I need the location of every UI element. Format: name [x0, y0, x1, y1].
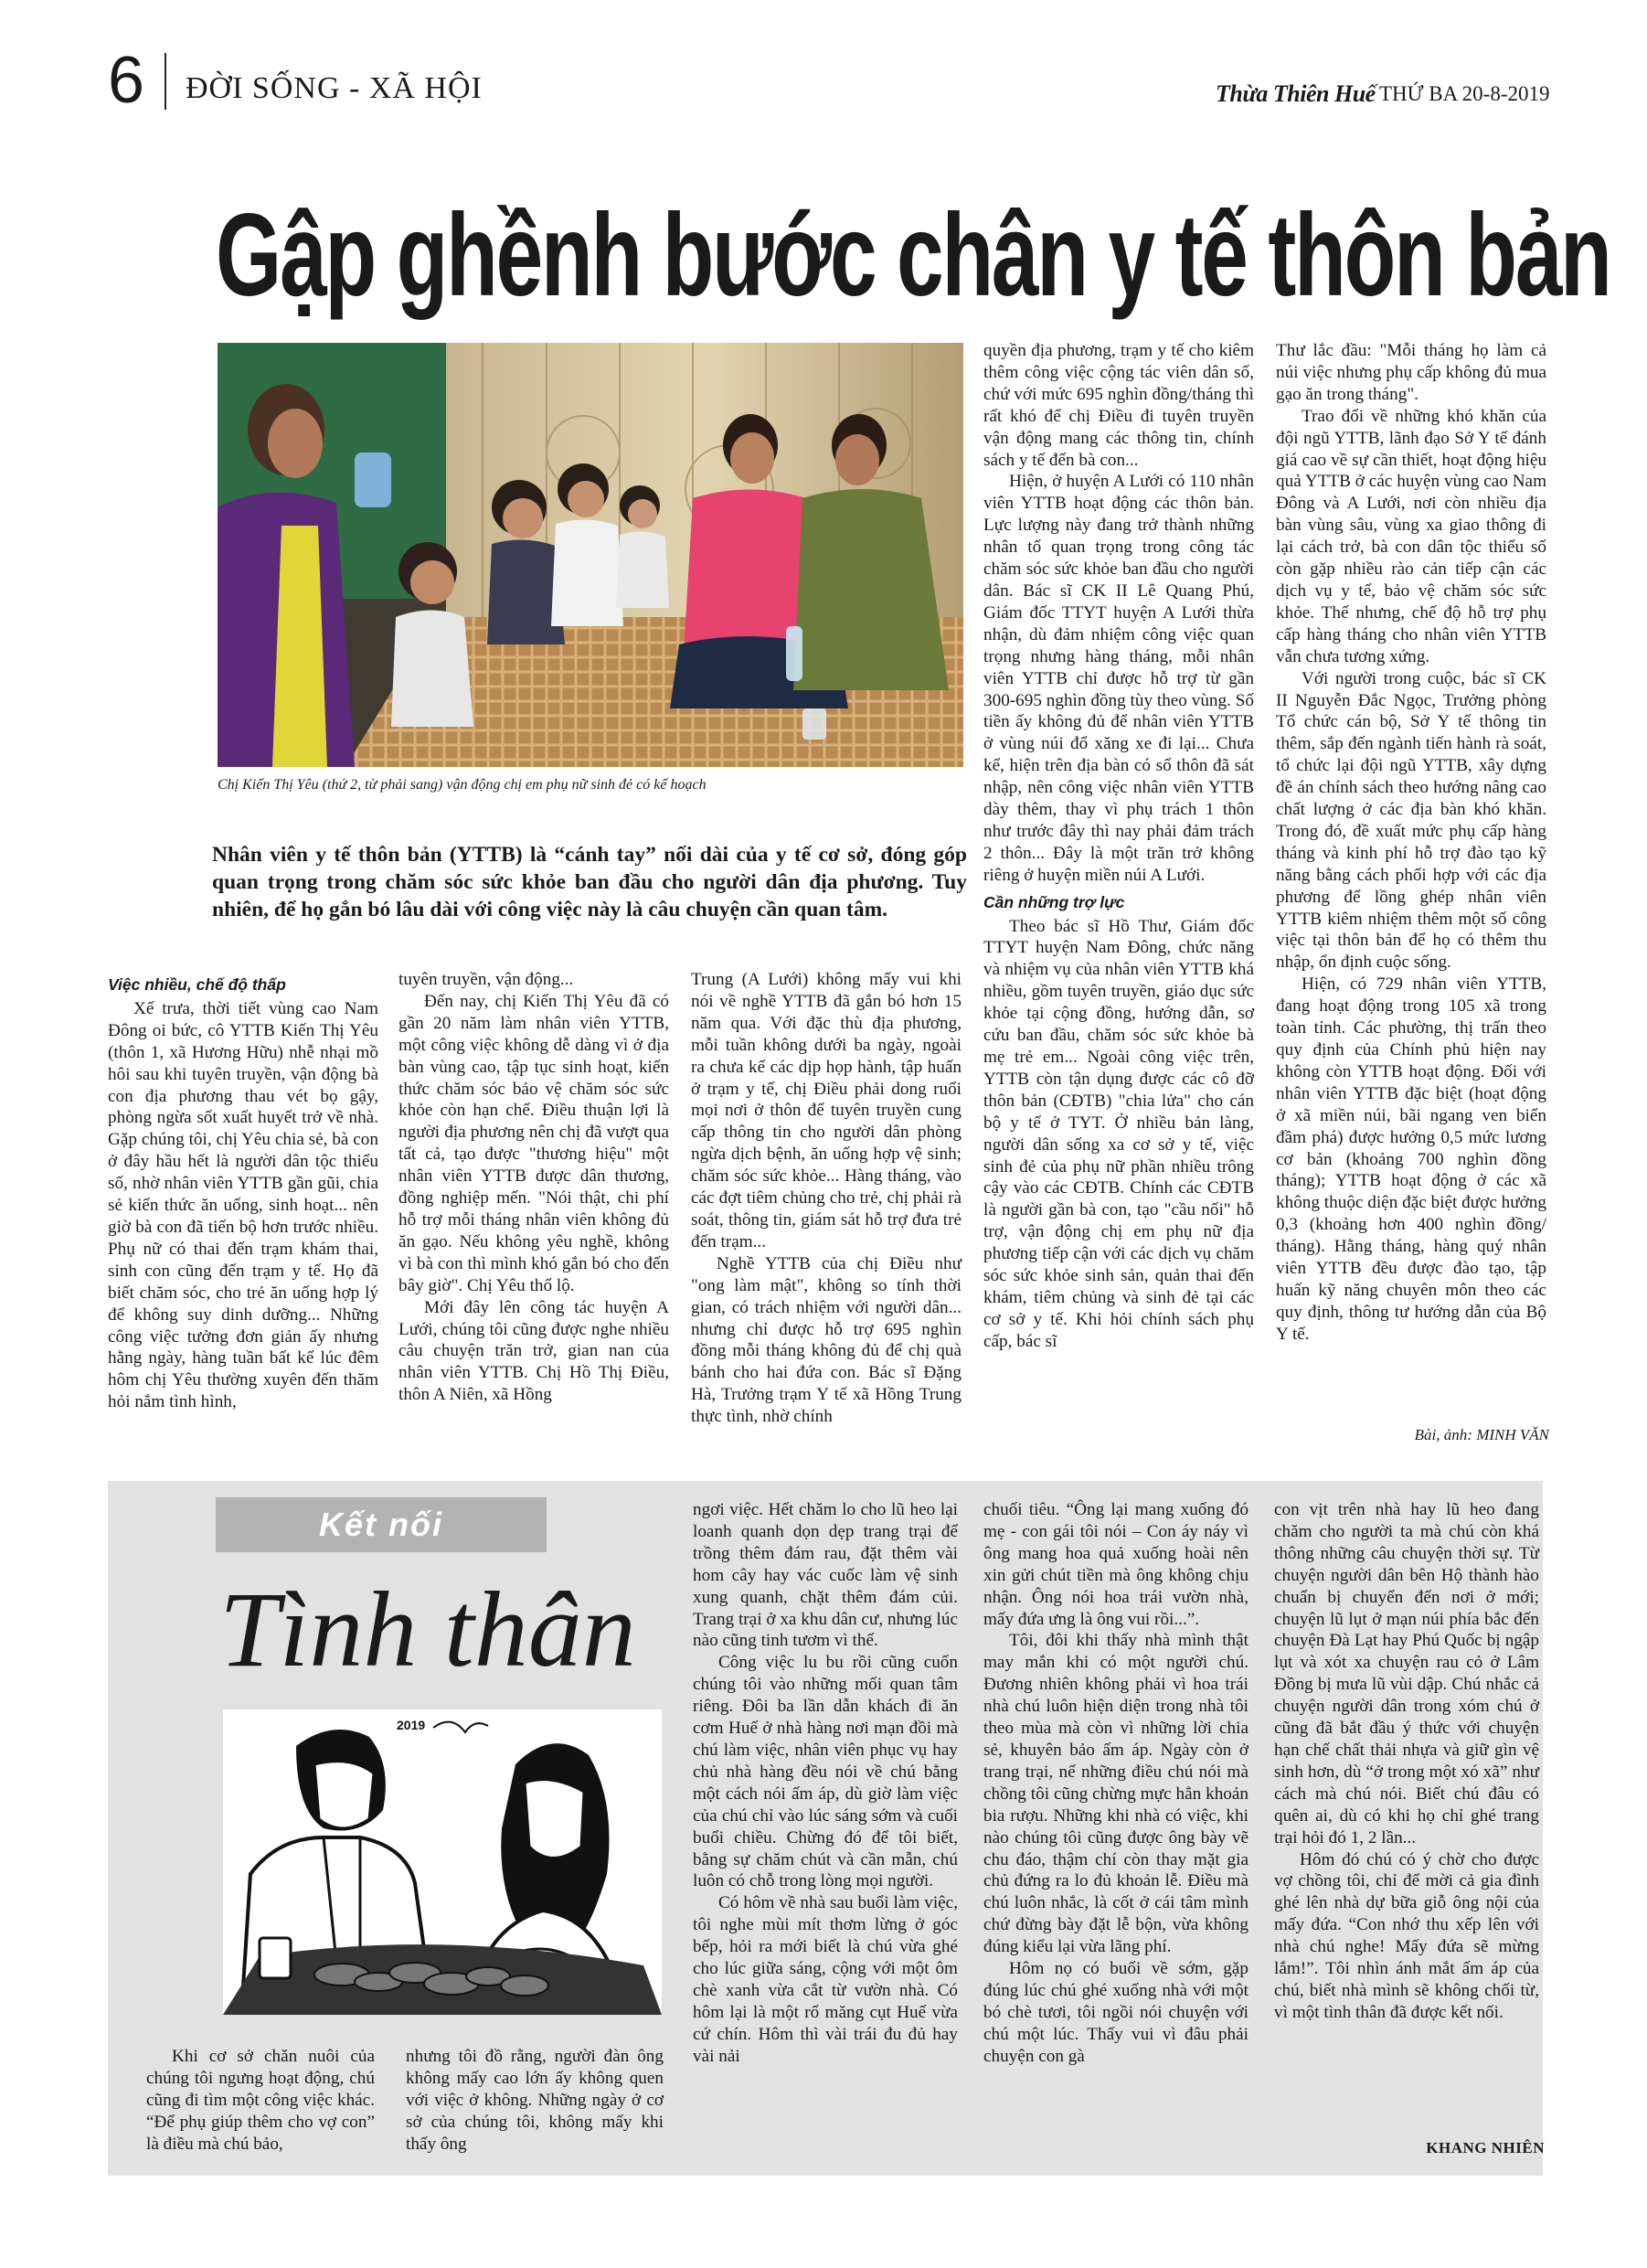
- ketnoi-column-3: [693, 1499, 958, 2068]
- photo-illustration: [218, 343, 963, 767]
- ketnoi-column-1: [146, 2046, 375, 2156]
- section-title: ĐỜI SỐNG - XÃ HỘI: [186, 71, 483, 105]
- article-column-3: [691, 969, 962, 1428]
- paragraph: Công việc lu bu rồi cũng cuốn chúng tôi vào những mối quan tâm riêng. Đôi ba lần dẫn khách đi ăn cơm Huế ở nhà hàng nơi mạn đồi mà chú làm việc, nhân viên phục vụ hay chủ nhà hàng đều nói về chú bằng một cách nói ấm áp, dù giờ làm việc của chú chỉ vào lúc sáng sớm và cuối buổi chiều. Chừng đó để tôi biết, bằng sự chăm chút và cần mẫn, chú luôn có chỗ trong lòng mọi người.: [693, 1653, 958, 1891]
- paragraph: quyền địa phương, trạm y tế cho kiêm thêm công việc cộng tác viên dân số, chứ với mức 695 nghìn đồng/tháng thì rất khó để chị Điều đi tuyên truyền vận động mang các thông tin, chính sách y tế đến bà con...: [983, 341, 1254, 470]
- paragraph: Khi cơ sở chăn nuôi của chúng tôi ngưng hoạt động, chú cũng đi tìm một công việc khác. “Để phụ giúp thêm cho vợ con” là điều mà chú bảo,: [146, 2047, 375, 2154]
- paragraph: Theo bác sĩ Hồ Thư, Giám đốc TTYT huyện Nam Đông, chức năng và nhiệm vụ của nhân viên YTTB khá nhiều, gồm tuyên truyền, giáo dục sức khỏe tại cộng đồng, hướng dẫn, sơ cứu ban đầu, chăm sóc sức khỏe bà mẹ trẻ em... Ngoài công việc trên, YTTB còn tận dụng được các cô đỡ thôn bản (CĐTB) "chia lửa" cho cán bộ y tế ở TYT. Ở nhiều bản làng, người dân sống xa cơ sở y tế, việc sinh đẻ của phụ nữ phần nhiều trông cậy vào các CĐTB. Chính các CĐTB là người gần bà con, tạo "cầu nối" hỗ trợ, vận động chị em phụ nữ địa phương tiếp cận với các dịch vụ chăm sóc sức khỏe sinh sản, quản thai đến khám, tiêm chủng và sinh đẻ tại các cơ sở y tế. Khi hỏi chính sách phụ cấp, bác sĩ: [983, 916, 1254, 1351]
- ketnoi-column-5: [1274, 1499, 1539, 2024]
- paragraph: Hiện, có 729 nhân viên YTTB, đang hoạt động trong 105 xã trong toàn tỉnh. Các phường, thị trấn theo quy định của Chính phủ hiện nay không còn YTTB hoạt động. Đối với nhân viên YTTB đặc biệt (hoạt động ở xã miền núi, bãi ngang ven biển đầm phá) được hưởng 0,5 mức lương cơ bản (khoảng 700 nghìn đồng tháng); YTTB hoạt động ở các xã không thuộc diện đặc biệt được hưởng 0,3 (khoảng hơn 400 nghìn đồng/ tháng). Hằng tháng, hàng quý nhân viên YTTB đều được đào tạo, tập huấn kỹ năng chuyên môn theo các quy định, thông tư hướng dẫn của Bộ Y tế.: [1276, 974, 1546, 1344]
- ketnoi-label: Kết nối: [319, 1506, 443, 1543]
- paragraph: tuyên truyền, vận động...: [398, 970, 574, 989]
- ketnoi-illustration: [223, 1709, 662, 2015]
- header-divider: [165, 53, 166, 110]
- paragraph: Có hôm về nhà sau buổi làm việc, tôi nghe mùi mít thơm lừng ở góc bếp, hỏi ra mới biết là chú vừa ghé cho lúc giữa sáng, cộng với một ôm chè xanh vừa cắt từ vườn nhà. Có hôm lại là một rổ măng cụt Huế vừa cứ chín. Hôm thì vài trái đu đủ hay vài nải: [693, 1893, 958, 2066]
- illustration-drawing: [223, 1709, 662, 2015]
- newspaper-name: Thừa Thiên Huế: [1216, 80, 1376, 107]
- ketnoi-column-2: [406, 2046, 664, 2156]
- paragraph: Nghề YTTB của chị Điều như "ong làm mật", không so tính thời gian, có trách nhiệm với người dân... nhưng chỉ được hỗ trợ 695 nghìn đồng mỗi tháng không đủ để chị quà bánh cho hai đứa con. Bác sĩ Đặng Hà, Trưởng trạm Y tế xã Hồng Trung thực tình, nhờ chính: [691, 1253, 962, 1427]
- paragraph: Thư lắc đầu: "Mỗi tháng họ làm cả núi việc nhưng phụ cấp không đủ mua gạo ăn trong tháng".: [1276, 341, 1546, 404]
- paragraph: nhưng tôi đồ rằng, người đàn ông không mấy cao lớn ấy không quen với việc ở không. Những ngày ở cơ sở của chúng tôi, không mấy khi thấy ông: [406, 2047, 664, 2154]
- paragraph: Hiện, ở huyện A Lưới có 110 nhân viên YTTB hoạt động các thôn bản. Lực lượng này đang trở thành những nhân tố quan trọng trong công tác chăm sóc sức khỏe ban đầu cho người dân. Bác sĩ CK II Lê Quang Phú, Giám đốc TTYT huyện A Lưới thừa nhận, dù đảm nhiệm công việc quan trọng nhưng hàng tháng, mỗi nhân viên YTTB chỉ được hỗ trợ từ gần 300-695 nghìn đồng tùy theo vùng. Số tiền ấy không đủ để nhân viên YTTB ở vùng núi đổ xăng xe đi lại... Chưa kể, hiện trên địa bàn có số thôn đã sát nhập, nên công việc nhân viên YTTB dày thêm, thay vì phụ trách 1 thôn như trước đây thì nay phải đảm trách 2 thôn... Đây là một trăn trở không riêng ở huyện miền núi A Lưới.: [983, 472, 1254, 885]
- article-column-5: [1276, 340, 1546, 1346]
- paragraph: ngơi việc. Hết chăm lo cho lũ heo lại loanh quanh dọn dẹp trang trại để trồng thêm đám rau, đặt thêm vài hom cây hay vác cuốc làm vệ sinh xung quanh, chặt thêm đám củi. Trang trại ở xa khu dân cư, nhưng lúc nào cũng tinh tươm vì thế.: [693, 1500, 958, 1651]
- paragraph: Với người trong cuộc, bác sĩ CK II Nguyễn Đắc Ngọc, Trưởng phòng Tổ chức cán bộ, Sở Y tế thông tin thêm, sắp đến ngành tiến hành rà soát, tổ chức lại đội ngũ YTTB, xây dựng đề án chính sách theo hướng nâng cao chất lượng ở các địa bàn khó khăn. Trong đó, đề xuất mức phụ cấp hàng tháng và kinh phí hỗ trợ đào tạo kỹ năng bằng cách phối hợp với các địa phương để lồng ghép nhân viên YTTB kiêm nhiệm thêm một số công việc tại thôn bản để họ có thêm thu nhập, ổn định cuộc sống.: [1276, 668, 1546, 973]
- ketnoi-title: Tình thân: [219, 1570, 636, 1689]
- paragraph: Mới đây lên công tác huyện A Lưới, chúng tôi cũng được nghe nhiều câu chuyện trăn trở, gian nan của nhân viên YTTB. Chị Hồ Thị Điều, thôn A Niên, xã Hồng: [398, 1297, 669, 1405]
- paragraph: Hôm đó chú có ý chờ cho được vợ chồng tôi, chỉ để mời cả gia đình ghé lên nhà dự bữa giỗ ông nội của mấy đứa. “Con nhớ thu xếp lên với nhà chú nghe! Mấy đứa sẽ mừng lắm!”. Tôi nhìn ánh mắt ấm áp của chú, biết nhà mình sẽ không chối từ, vì một tình thân đã được kết nối.: [1274, 1849, 1539, 2022]
- paragraph: con vịt trên nhà hay lũ heo đang chăm cho người ta mà chú còn khá thông những câu chuyện thời sự. Từ chuyện người dân bên Hộ thành hào chuẩn bị chuyển đến nơi ở mới; chuyện lũ lụt ở mạn núi phía bắc đến chuyện Đà Lạt hay Phú Quốc bị ngập lụt và xót xa chuyện rau cỏ ở Lâm Đồng bị mưa lũ vùi dập. Chú nhắc cả chuyện người dân trong xóm chú ở cũng đã bắt đầu ý thức với chuyện hạn chế chất thải nhựa và giữ gìn vệ sinh hơn, dù “ở trong một xó xã” như cách mà chú nói. Biết chú đâu có quên ai, dù có khi họ chỉ ghé trang trại hỏi đó 1, 2 lần...: [1274, 1500, 1539, 1847]
- paragraph: chuối tiêu. “Ông lại mang xuống đó mẹ - con gái tôi nói – Con áy náy vì ông mang hoa quả xuống hoài nên xin gửi chút tiền mà ông không chịu nhận. Ông nói hoa trái vườn nhà, mấy đứa ưng là ông vui rồi...”.: [983, 1500, 1249, 1629]
- paragraph: Trung (A Lưới) không mấy vui khi nói về nghề YTTB đã gắn bó hơn 15 năm qua. Với đặc thù địa phương, mỗi tuần không dưới ba ngày, ngoài ra chưa kể các dịp họp hành, tập huấn ở trạm y tế, chị Điều phải dong ruổi mọi nơi ở thôn để tuyên truyền cung cấp thông tin cho người dân phòng ngừa dịch bệnh, ăn uống hợp vệ sinh; chăm sóc sức khỏe... Hàng tháng, vào các đợt tiêm chủng cho trẻ, chị phải rà soát, thông tin, giám sát hỗ trợ đưa trẻ đến trạm...: [691, 970, 962, 1251]
- paragraph: Đến nay, chị Kiến Thị Yêu đã có gần 20 năm làm nhân viên YTTB, một công việc không dễ dàng vì ở địa bàn vùng cao, tập tục sinh hoạt, kiến thức chăm sóc bảo vệ chăm sóc sức khỏe còn hạn chế. Điều thuận lợi là người địa phương nên chị đã vượt qua tất cả, tạo được "thương hiệu" một nhân viên YTTB được dân thương, đồng nghiệp mến. "Nói thật, chi phí hỗ trợ mỗi tháng nhân viên không đủ ăn gạo. Nếu không yêu nghề, không vì bà con thì mình khó gắn bó cho đến bây giờ". Chị Yêu thổ lộ.: [398, 991, 669, 1295]
- ketnoi-column-4: [983, 1499, 1249, 2068]
- article-lead: Nhân viên y tế thôn bản (YTTB) là “cánh tay” nối dài của y tế cơ sở, đóng góp quan trọng trong chăm sóc sức khỏe ban đầu cho người dân địa phương. Tuy nhiên, để họ gắn bó lâu dài với công việc này là câu chuyện cần quan tâm.: [212, 843, 967, 921]
- ketnoi-byline: KHANG NHIÊN: [1426, 2139, 1545, 2156]
- subheading: Cần những trợ lực: [983, 892, 1125, 911]
- article-column-1: [108, 969, 378, 1413]
- subheading: Việc nhiều, chế độ thấp: [108, 975, 286, 994]
- page-number: 6: [108, 44, 145, 117]
- article-headline: Gập ghềnh bước chân y tế thôn bản: [216, 190, 1610, 321]
- photo-caption: Chị Kiến Thị Yêu (thứ 2, từ phải sang) vận động chị em phụ nữ sinh đẻ có kế hoạch: [218, 777, 707, 793]
- paragraph: Trao đổi về những khó khăn của đội ngũ YTTB, lãnh đạo Sở Y tế đánh giá cao về sự cần thiết, hoạt động hiệu quả YTTB ở các huyện vùng cao Nam Đông và A Lưới, nơi còn nhiều địa bàn vùng sâu, vùng xa giao thông đi lại cách trở, bà con dân tộc thiểu số còn gặp nhiều rào cản tiếp cận các dịch vụ y tế, bảo vệ chăm sóc sức khỏe. Thế nhưng, chế độ hỗ trợ phụ cấp hàng tháng cho nhân viên YTTB vẫn chưa tương xứng.: [1276, 406, 1546, 666]
- article-column-2: [398, 969, 669, 1406]
- paragraph: Hôm nọ có buổi về sớm, gặp đúng lúc chú ghé xuống nhà với một bó chè tươi, tôi ngồi nói chuyện với chú một lúc. Thấy vui vì đâu phải chuyện con gà: [983, 1959, 1249, 2066]
- paragraph: Xế trưa, thời tiết vùng cao Nam Đông oi bức, cô YTTB Kiến Thị Yêu (thôn 1, xã Hương Hữu) nhễ nhại mồ hôi sau khi tuyên truyền, vận động bà con địa phương thau vét bọ gậy, phòng ngừa sốt xuất huyết trở về nhà. Gặp chúng tôi, chị Yêu chia sẻ, bà con ở đây hầu hết là người dân tộc thiểu số, nhờ nhân viên YTTB gần gũi, chia sẻ kiến thức ăn uống, sinh hoạt... nên giờ bà con đã tiến bộ hơn trước nhiều. Phụ nữ có thai đến trạm khám thai, sinh con cũng đến trạm y tế. Họ đã biết chăm sóc, cho trẻ ăn uống hợp lý để không suy dinh dưỡng... Những công việc tưởng đơn giản ấy nhưng hằng ngày, hàng tuần bất kể lúc đêm hôm chị Yêu thường xuyên đến thăm hỏi nắm tình hình,: [108, 998, 378, 1412]
- article-photo: [218, 343, 963, 767]
- illustration-signature: 2019: [397, 1718, 426, 1732]
- article-column-4: [983, 340, 1254, 1353]
- issue-date: THỨ BA 20-8-2019: [1379, 82, 1550, 105]
- article-byline: Bài, ảnh: MINH VĂN: [1414, 1426, 1549, 1443]
- paragraph: Tôi, đôi khi thấy nhà mình thật may mắn khi có một người chú. Đương nhiên không phải vì hoa trái nhà chú luôn hiện diện trong nhà tôi theo mùa mà còn vì những lời chia sẻ, khuyên bảo ấm áp. Ngày còn ở trang trại, nể những điều chú nói mà chồng tôi cũng chừng mực hẳn khoản bia rượu. Những khi nhà có việc, khi nào chúng tôi cũng được ông bày vẽ chu đáo, thậm chí còn thay mặt gia chủ đứng ra lo đủ khoản lễ. Điều mà chú luôn nhắc, là cốt ở cái tâm mình chứ đừng bày đặt lễ bộn, vừa không đúng kiểu lại vừa lãng phí.: [983, 1631, 1249, 1957]
